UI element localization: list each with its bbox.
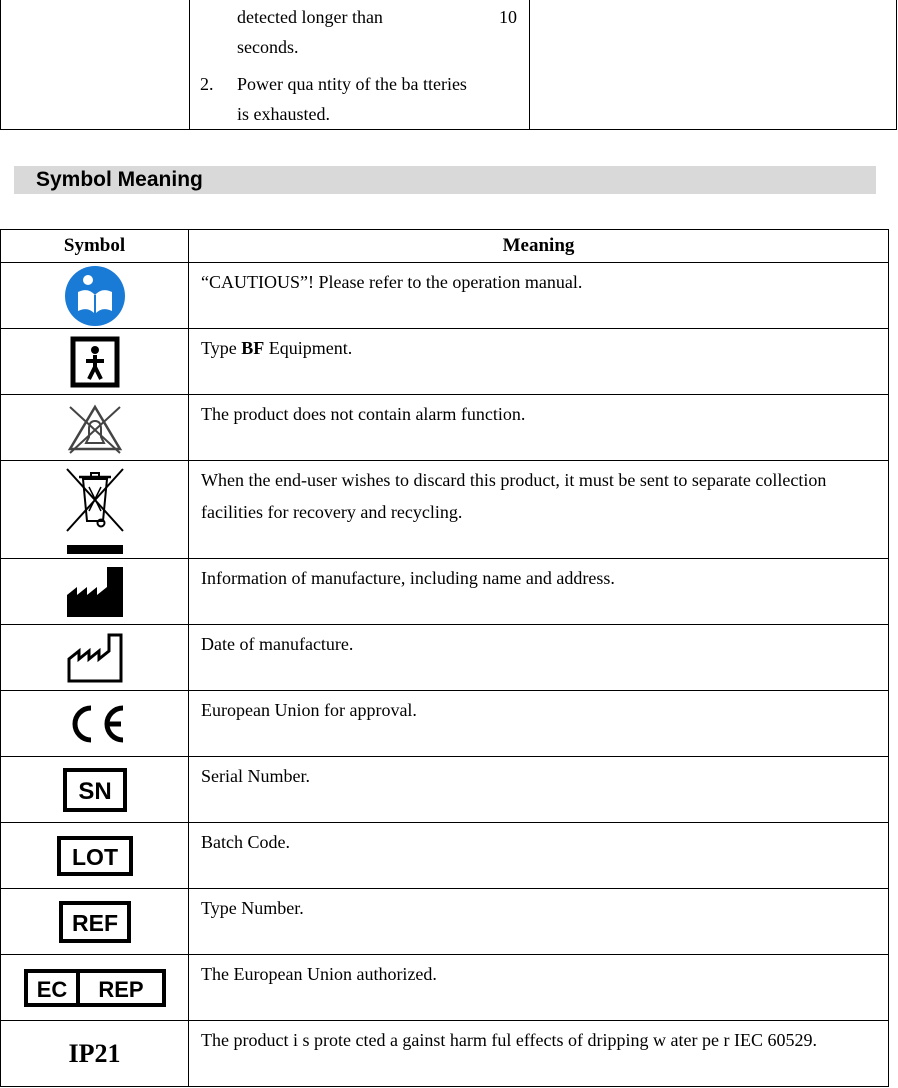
header-meaning: Meaning (189, 230, 889, 263)
table-row (1, 691, 889, 757)
table-header-row (1, 230, 889, 263)
table-row (1, 757, 889, 823)
meaning-cell (189, 329, 889, 395)
table-row (1, 955, 889, 1021)
lot-label-icon (57, 836, 133, 876)
meaning-cell: The product does not contain alarm function. (189, 395, 889, 461)
ip21-label: IP21 (68, 1038, 121, 1068)
meaning-suffix: Equipment. (264, 338, 353, 358)
symbol-cell (1, 329, 189, 395)
sn-label-icon (63, 768, 127, 812)
date-of-manufacture-icon (65, 631, 125, 685)
meaning-cell: Type Number. (189, 889, 889, 955)
sn-label-text: SN (77, 777, 112, 805)
meaning-cell: The product i s prote cted a gainst harm ful effects of dripping w ater pe r IEC 60529. (189, 1021, 889, 1087)
meaning-cell: Batch Code. (189, 823, 889, 889)
ref-label-text: REF (71, 909, 118, 936)
symbol-cell (1, 461, 189, 559)
symbol-cell (1, 757, 189, 823)
meaning-bold: BF (241, 338, 265, 358)
table-row (1, 823, 889, 889)
table-row (1, 329, 889, 395)
meaning-cell: Serial Number. (189, 757, 889, 823)
alarm-off-icon (64, 401, 126, 455)
symbol-table (0, 229, 889, 1087)
fragment-cell-1 (1, 0, 190, 129)
fragment-line-4: is exhausted. (237, 104, 330, 124)
meaning-prefix: Type (201, 338, 242, 358)
table-row (1, 625, 889, 691)
ec-rep-label-icon (24, 969, 166, 1007)
manufacturer-icon (65, 565, 125, 619)
table-row (1, 263, 889, 329)
rep-label-text: REP (97, 976, 144, 1002)
symbol-cell (1, 263, 189, 329)
table-row (1, 1021, 889, 1087)
symbol-cell (1, 823, 189, 889)
fragment-line-2: seconds. (237, 37, 299, 57)
symbol-cell (1, 625, 189, 691)
ce-mark-icon (63, 702, 127, 746)
section-title: Symbol Meaning (36, 168, 203, 191)
meaning-cell: European Union for approval. (189, 691, 889, 757)
meaning-cell: The European Union authorized. (189, 955, 889, 1021)
table-row (1, 889, 889, 955)
symbol-cell (1, 691, 189, 757)
type-bf-icon (70, 336, 120, 388)
symbol-cell (1, 955, 189, 1021)
fragment-line-1-number: 10 (499, 7, 517, 27)
ref-label-icon (59, 901, 131, 943)
fragment-item-number: 2. (200, 74, 214, 94)
fragment-line-3: Power qua ntity of the ba tteries (237, 74, 467, 94)
symbol-cell (1, 559, 189, 625)
meaning-cell: Date of manufacture. (189, 625, 889, 691)
read-manual-icon (64, 265, 126, 327)
symbol-cell (1, 1021, 189, 1087)
symbol-cell (1, 395, 189, 461)
ec-label-text: EC (36, 976, 67, 1002)
header-symbol: Symbol (1, 230, 189, 263)
table-row (1, 559, 889, 625)
table-row (1, 395, 889, 461)
symbol-cell (1, 889, 189, 955)
fragment-line-1 (237, 2, 517, 32)
meaning-cell: “CAUTIOUS”! Please refer to the operation manual. (189, 263, 889, 329)
fragment-line-1-text: detected longer than (237, 7, 383, 27)
meaning-cell: Information of manufacture, including name and address. (189, 559, 889, 625)
weee-bin-icon (63, 465, 127, 555)
lot-label-text: LOT (71, 843, 118, 870)
table-row (1, 461, 889, 559)
meaning-cell: When the end-user wishes to discard this product, it must be sent to separate collection facilities for recovery and recycling. (189, 461, 889, 559)
